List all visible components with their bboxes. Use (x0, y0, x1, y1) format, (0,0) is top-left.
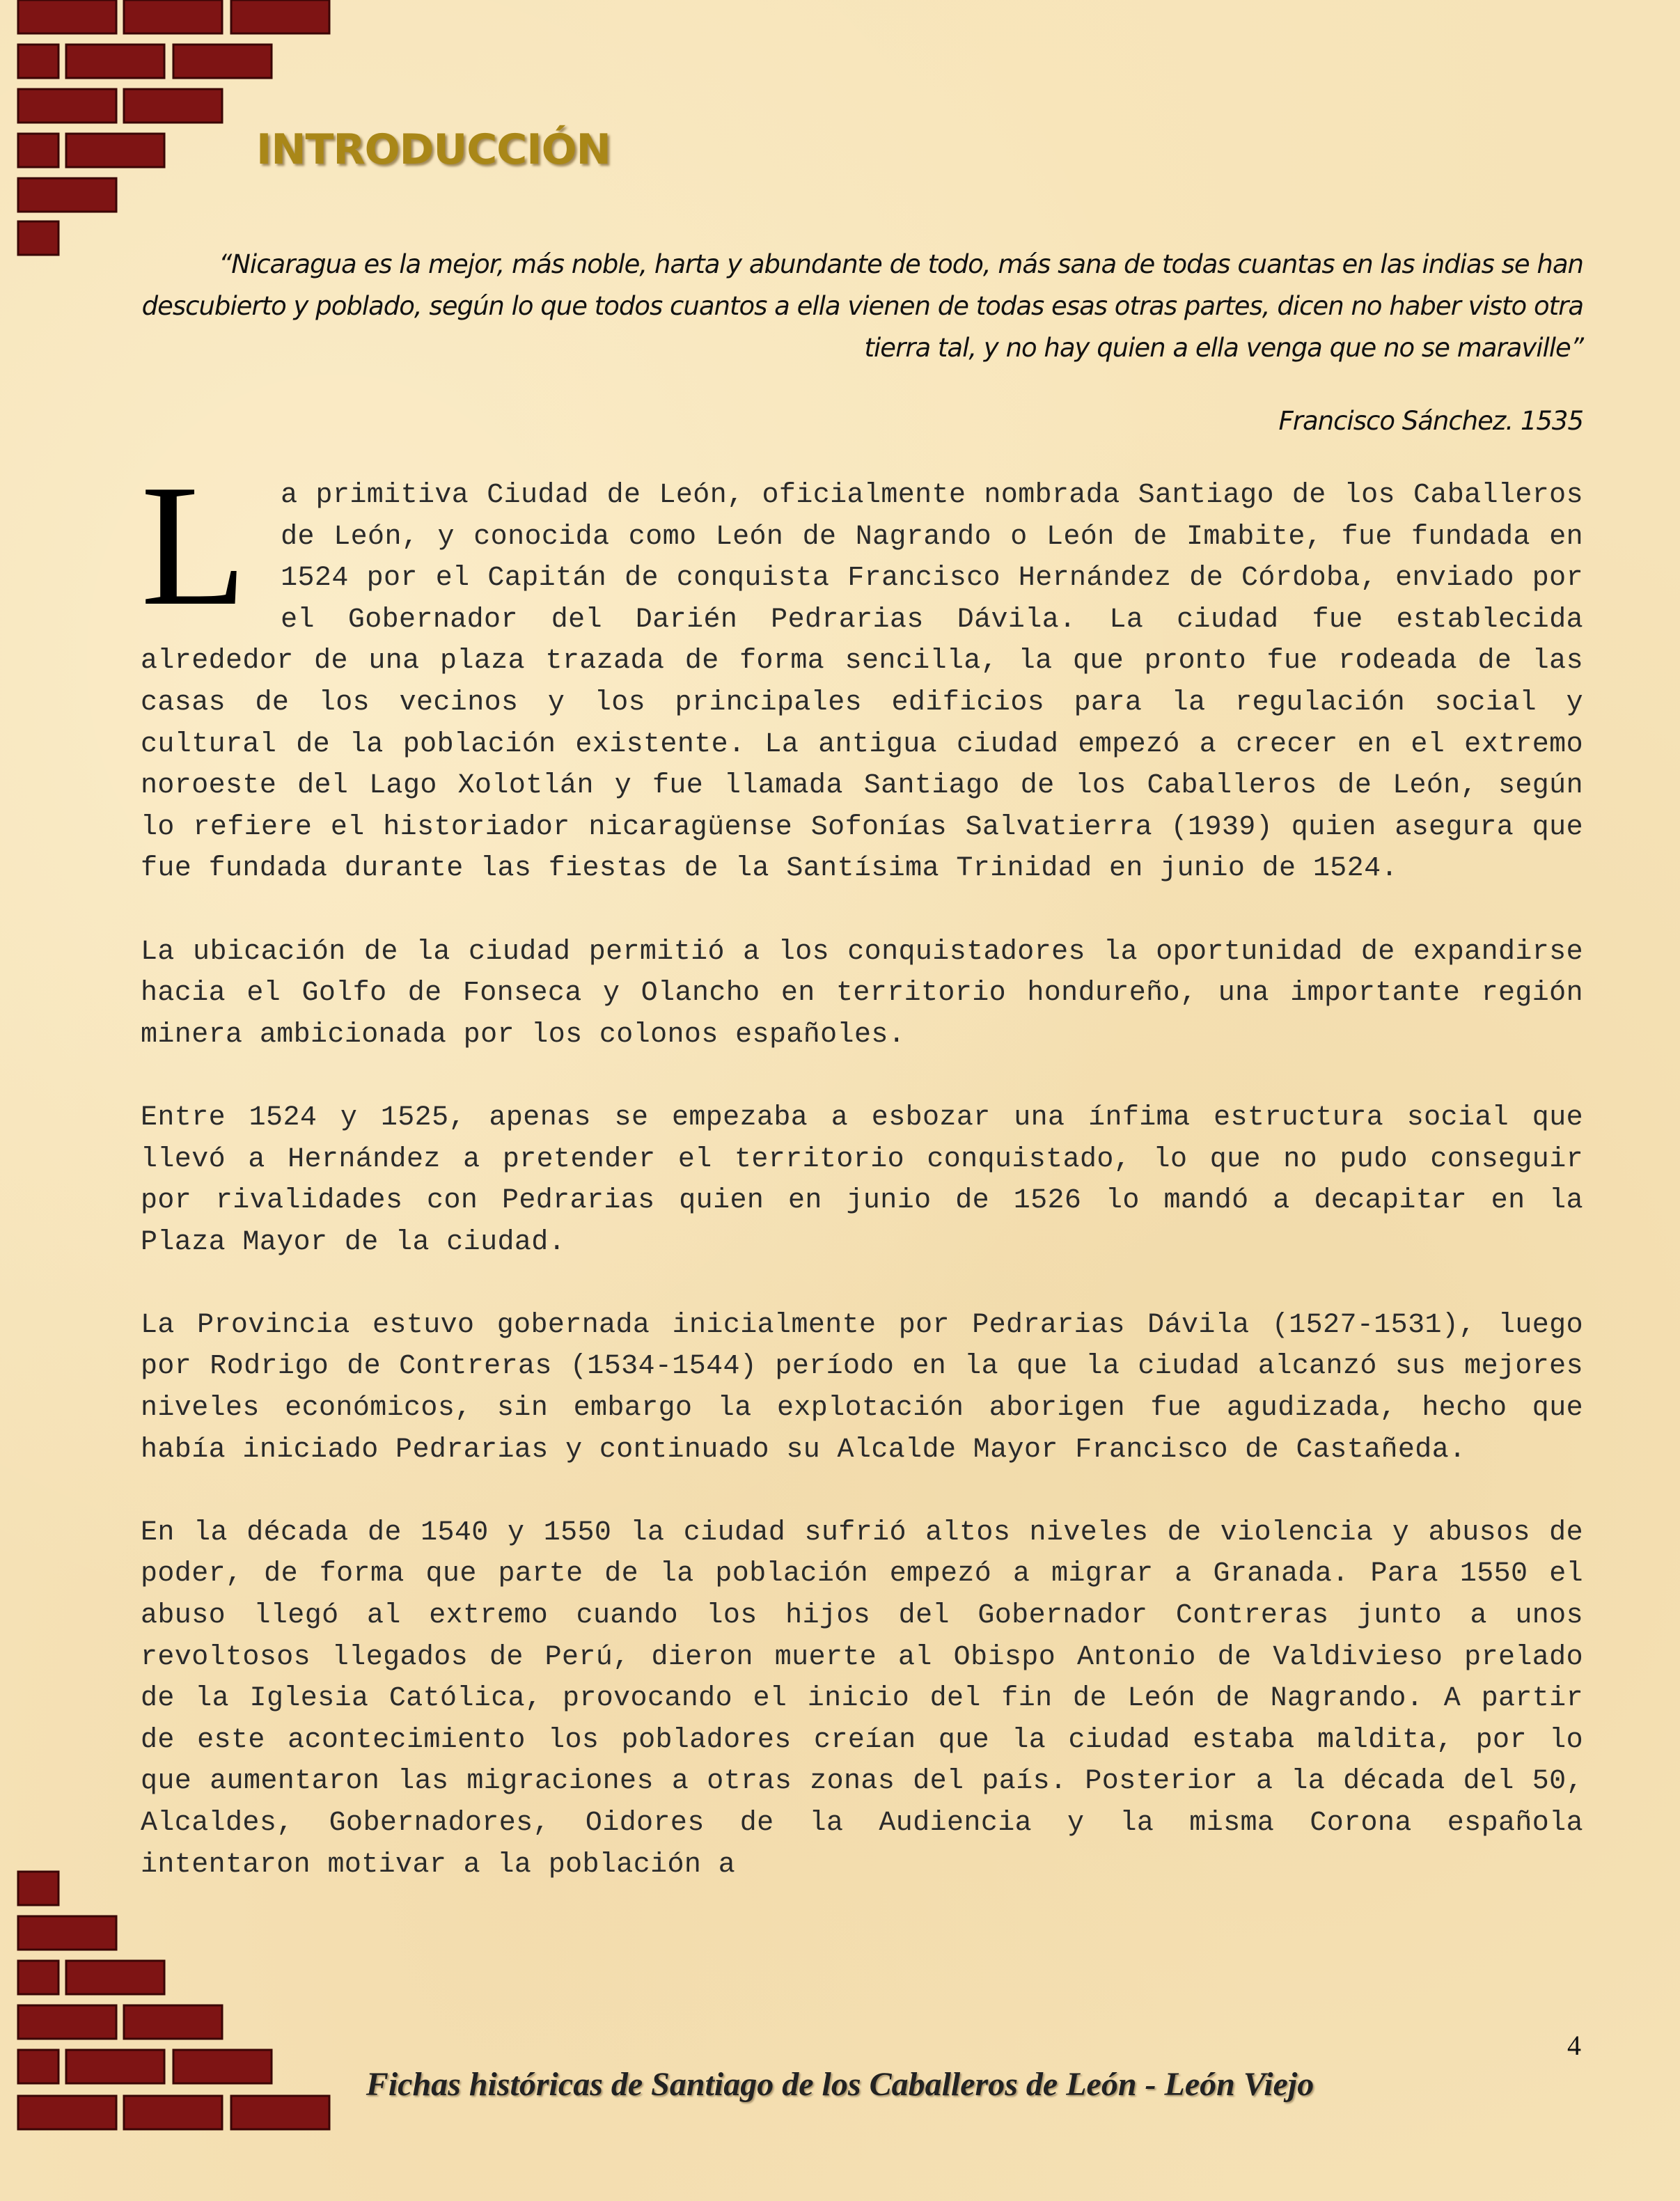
paragraph-5: En la década de 1540 y 1550 la ciudad sufrió altos niveles de violencia y abusos de poder, de forma que parte de la población empezó a migrar a Granada. Para 1550 el abuso llegó al extremo cuando los hijos del Gobernador Contreras junto a unos revoltosos llegados de Perú, dieron muerte al Obispo Antonio de Valdivieso prelado de la Iglesia Católica, provocando el inicio del fin de León de Nagrando. A partir de este acontecimiento los pobladores creían que la ciudad estaba maldita, por lo que aumentaron las migraciones a otras zonas del país. Posterior a la década del 50, Alcaldes, Gobernadores, Oidores de la Audiencia y la misma Corona española intentaron motivar a la población a (141, 1517, 1583, 1881)
brick (231, 0, 329, 33)
brick (124, 89, 222, 123)
brick (18, 1961, 58, 1994)
footer-title: Fichas históricas de Santiago de los Caballeros de León - León Viejo (366, 2066, 1314, 2103)
brick (173, 45, 272, 78)
brick (66, 134, 164, 167)
brick (124, 2005, 222, 2039)
brick (66, 1961, 164, 1994)
drop-cap: L (141, 449, 248, 642)
brick (66, 45, 164, 78)
paragraph-1 (141, 449, 1583, 890)
brick (18, 134, 58, 167)
brick (18, 221, 58, 255)
brick (18, 89, 116, 123)
brick (18, 1872, 58, 1905)
brick (18, 1916, 116, 1950)
paragraph-1-text: a primitiva Ciudad de León, oficialmente nombrada Santiago de los Caballeros de León, y conocida como León de Nagrando o León de Imabite, fue fundada en 1524 por el Capitán de conquista Francisco Hernández de Córdoba, enviado por el Gobernador del Darién Pedrarias Dávila. La ciudad fue establecida alrededor de una plaza trazada de forma sencilla, la que pronto fue rodeada de las casas de los vecinos y los principales edificios para la regulación social y cultural de la población existente. La antigua ciudad empezó a crecer en el extremo noroeste del Lago Xolotlán y fue llamada Santiago de los Caballeros de León, según lo refiere el historiador nicaragüense Sofonías Salvatierra (1939) quien asegura que fue fundada durante las fiestas de la Santísima Trinidad en junio de 1524. (141, 480, 1583, 885)
epigraph-quote: “Nicaragua es la mejor, más noble, harta y abundante de todo, más sana de todas cuantas en las indias se han descubierto y poblado, según lo que todos cuantos a ella vienen de todas esas otras partes, dicen no haber visto otra tierra tal, y no hay quien a ella venga que no se maraville” (141, 249, 1583, 363)
quote-attribution: Francisco Sánchez. 1535 (1278, 406, 1583, 436)
page-number: 4 (1567, 2030, 1581, 2061)
paragraph-2: La ubicación de la ciudad permitió a los conquistadores la oportunidad de expandirse hacia el Golfo de Fonseca y Olancho en territorio hondureño, una importante región minera ambicionada por los colonos españoles. (141, 936, 1583, 1051)
body-text (141, 449, 1583, 1886)
brick (18, 0, 116, 33)
page-title: INTRODUCCIÓN (256, 125, 611, 174)
brick (18, 178, 116, 212)
paragraph-3: Entre 1524 y 1525, apenas se empezaba a esbozar una ínfima estructura social que llevó a Hernández a pretender el territorio conquistado, lo que no pudo conseguir por rivalidades con Pedrarias quien en junio de 1526 lo mandó a decapitar en la Plaza Mayor de la ciudad. (141, 1102, 1583, 1258)
brick (18, 45, 58, 78)
brick (124, 0, 222, 33)
brick (18, 2005, 116, 2039)
paragraph-4: La Provincia estuvo gobernada inicialmente por Pedrarias Dávila (1527-1531), luego por Rodrigo de Contreras (1534-1544) período en la que la ciudad alcanzó sus mejores niveles económicos, sin embargo la explotación aborigen fue agudizada, hecho que había iniciado Pedrarias y continuado su Alcalde Mayor Francisco de Castañeda. (141, 1309, 1583, 1466)
